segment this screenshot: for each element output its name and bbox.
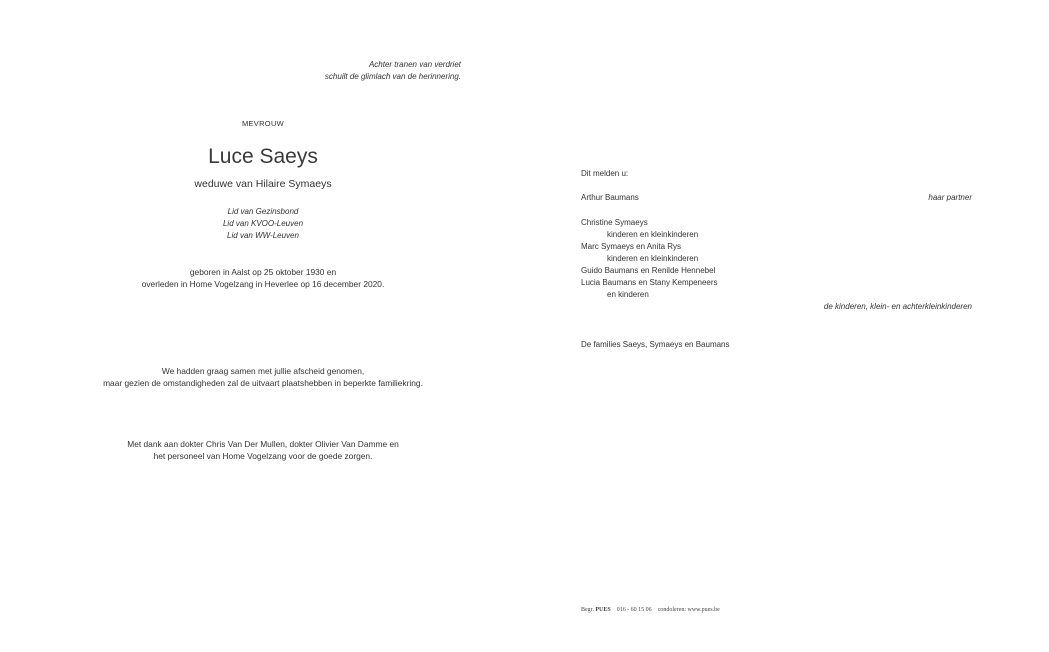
descendants: de kinderen, klein- en achterkleinkinderen (823, 302, 972, 311)
membership-1: Lid van Gezinsbond (227, 207, 299, 216)
deceased-name: Luce Saeys (208, 145, 318, 168)
birth-line: geboren in Aalst op 25 oktober 1930 en (189, 267, 337, 277)
quote-line-1: Achter tranen van verdriet (368, 60, 461, 69)
salutation: MEVROUW (241, 119, 285, 128)
quote-line-2: schuilt de glimlach van de herinnering. (324, 72, 461, 81)
membership-3: Lid van WW-Leuven (227, 231, 299, 240)
footer-company: PUES (595, 607, 611, 613)
family-line: Guido Baumans en Renilde Hennebel (581, 266, 716, 275)
farewell-line-1: We hadden graag samen met jullie afscheid genomen, (161, 366, 365, 376)
family-line: Marc Symaeys en Anita Rys (581, 242, 682, 251)
footer-condolence: condoleren: www.pues.be (657, 607, 720, 613)
family-line: Lucia Baumans en Stany Kempeneers (581, 278, 718, 287)
membership-2: Lid van KVOO-Leuven (222, 219, 304, 228)
footer-phone: 016 - 60 15 06 (616, 607, 652, 613)
family-line: en kinderen (607, 290, 649, 299)
partner-name: Arthur Baumans (581, 193, 639, 202)
footer-prefix: Begr. (581, 607, 594, 613)
family-line: Christine Symaeys (581, 218, 648, 227)
families-line: De families Saeys, Symaeys en Baumans (581, 340, 730, 349)
death-line: overleden in Home Vogelzang in Heverlee op 16 december 2020. (141, 279, 385, 289)
thanks-line-1: Met dank aan dokter Chris Van Der Mullen, dokter Olivier Van Damme en (127, 439, 399, 449)
family-line: kinderen en kleinkinderen (607, 254, 699, 263)
funeral-home-footer (581, 607, 720, 613)
thanks-line-2: het personeel van Home Vogelzang voor de goede zorgen. (153, 451, 373, 461)
farewell-line-2: maar gezien de omstandigheden zal de uitvaart plaatshebben in beperkte familiekring. (103, 378, 423, 388)
intro-text: Dit melden u: (581, 169, 629, 178)
partner-role: haar partner (928, 193, 972, 202)
widow-of: weduwe van Hilaire Symaeys (194, 178, 332, 190)
family-line: kinderen en kleinkinderen (607, 230, 699, 239)
